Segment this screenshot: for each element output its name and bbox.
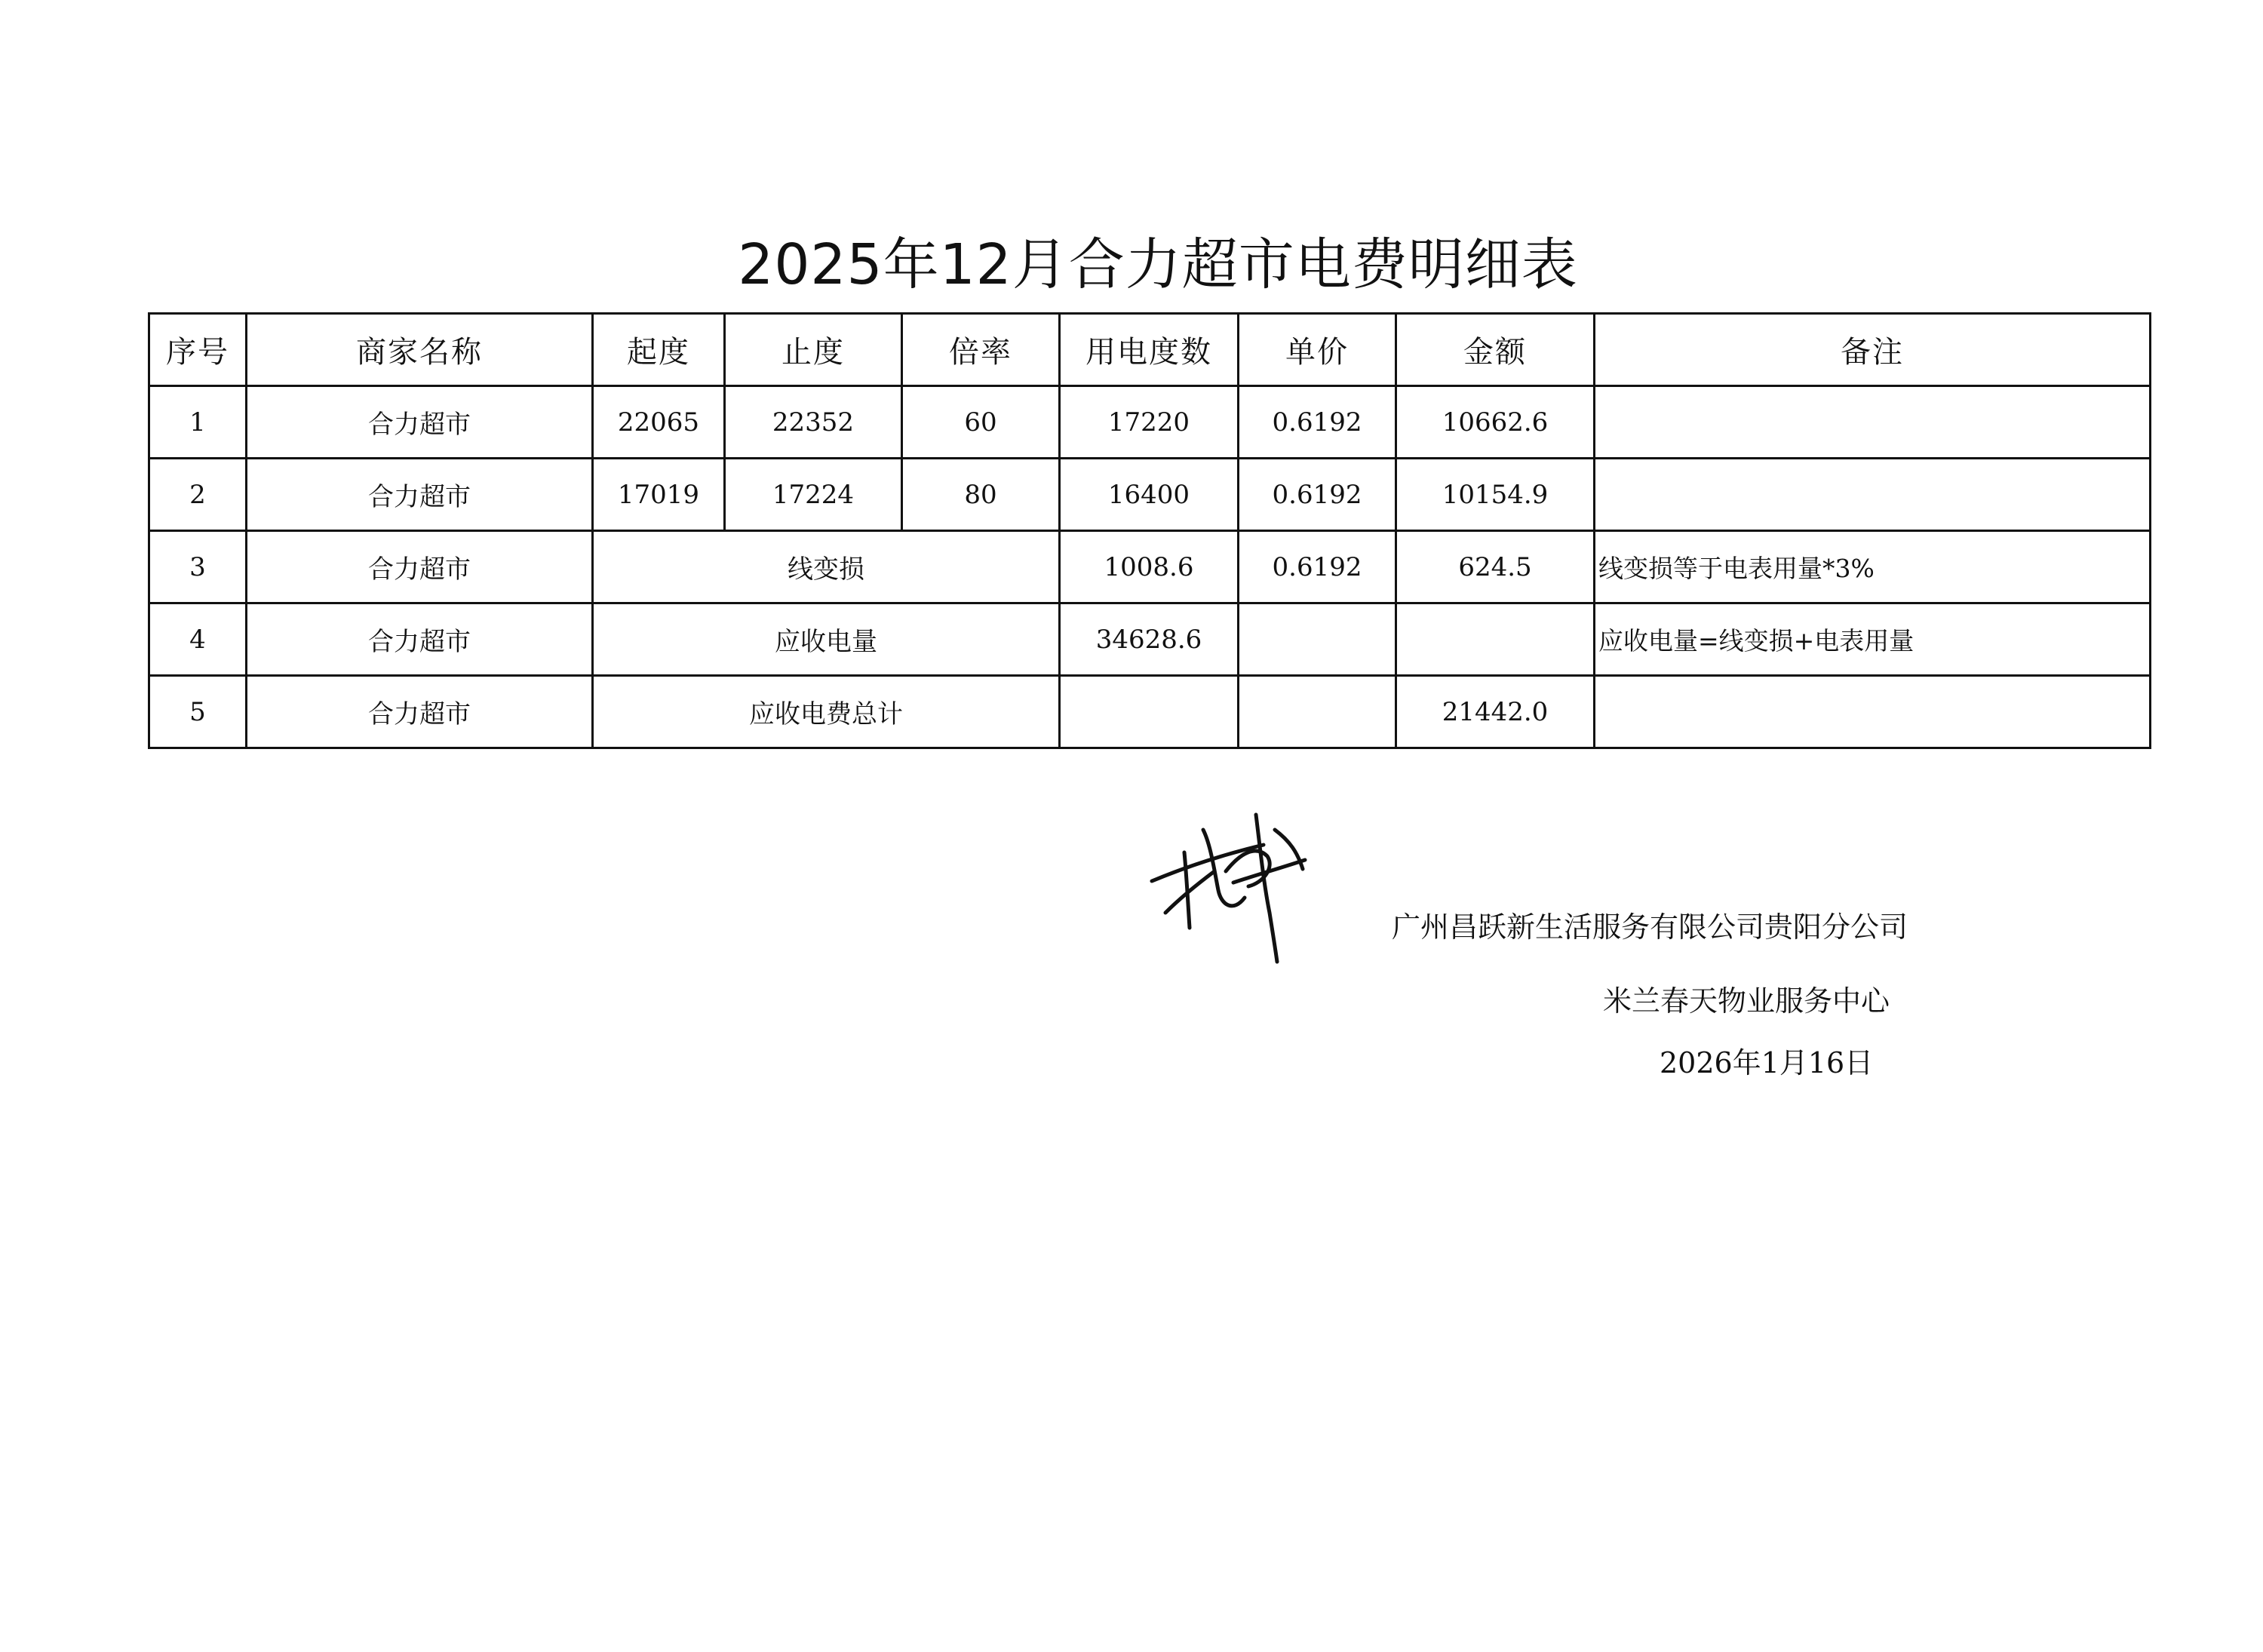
kwh-used: 34628.6 [1060, 603, 1239, 676]
header-cell: 倍率 [902, 314, 1060, 386]
remark [1595, 386, 2151, 459]
handwritten-signature [1143, 800, 1331, 973]
header-cell: 商家名称 [247, 314, 593, 386]
unit-price: 0.6192 [1239, 531, 1396, 603]
merchant-name: 合力超市 [247, 603, 593, 676]
amount: 10154.9 [1396, 459, 1595, 531]
header-cell: 起度 [593, 314, 725, 386]
electricity-fee-table [148, 312, 2151, 749]
header-cell: 备注 [1595, 314, 2151, 386]
multiplier: 80 [902, 459, 1060, 531]
row-number: 5 [149, 676, 247, 748]
unit-price: 0.6192 [1239, 386, 1396, 459]
row-number: 3 [149, 531, 247, 603]
table-header-row [149, 314, 2151, 386]
unit-price [1239, 676, 1396, 748]
row-number: 4 [149, 603, 247, 676]
remark: 线变损等于电表用量*3% [1595, 531, 2151, 603]
merged-label: 线变损 [593, 531, 1060, 603]
merchant-name: 合力超市 [247, 531, 593, 603]
header-cell: 单价 [1239, 314, 1396, 386]
amount [1396, 603, 1595, 676]
merchant-name: 合力超市 [247, 459, 593, 531]
remark [1595, 459, 2151, 531]
kwh-used: 16400 [1060, 459, 1239, 531]
header-cell: 金额 [1396, 314, 1595, 386]
header-cell: 用电度数 [1060, 314, 1239, 386]
merged-label: 应收电量 [593, 603, 1060, 676]
end-reading: 17224 [725, 459, 902, 531]
service-center-name: 米兰春天物业服务中心 [1603, 984, 1890, 1018]
remark: 应收电量=线变损+电表用量 [1595, 603, 2151, 676]
merchant-name: 合力超市 [247, 386, 593, 459]
start-reading: 17019 [593, 459, 725, 531]
start-reading: 22065 [593, 386, 725, 459]
kwh-used: 1008.6 [1060, 531, 1239, 603]
company-name: 广州昌跃新生活服务有限公司贵阳分公司 [1392, 910, 1908, 944]
page-title: 2025年12月合力超市电费明细表 [738, 232, 1578, 297]
table-row [149, 459, 2151, 531]
merchant-name: 合力超市 [247, 676, 593, 748]
table-row [149, 531, 2151, 603]
multiplier: 60 [902, 386, 1060, 459]
remark [1595, 676, 2151, 748]
document-date: 2026年1月16日 [1660, 1046, 1874, 1079]
table-row [149, 603, 2151, 676]
amount: 10662.6 [1396, 386, 1595, 459]
table-row [149, 386, 2151, 459]
amount: 21442.0 [1396, 676, 1595, 748]
merged-label: 应收电费总计 [593, 676, 1060, 748]
kwh-used: 17220 [1060, 386, 1239, 459]
header-cell: 止度 [725, 314, 902, 386]
unit-price [1239, 603, 1396, 676]
header-cell: 序号 [149, 314, 247, 386]
row-number: 1 [149, 386, 247, 459]
unit-price: 0.6192 [1239, 459, 1396, 531]
table-row [149, 676, 2151, 748]
kwh-used [1060, 676, 1239, 748]
row-number: 2 [149, 459, 247, 531]
amount: 624.5 [1396, 531, 1595, 603]
end-reading: 22352 [725, 386, 902, 459]
